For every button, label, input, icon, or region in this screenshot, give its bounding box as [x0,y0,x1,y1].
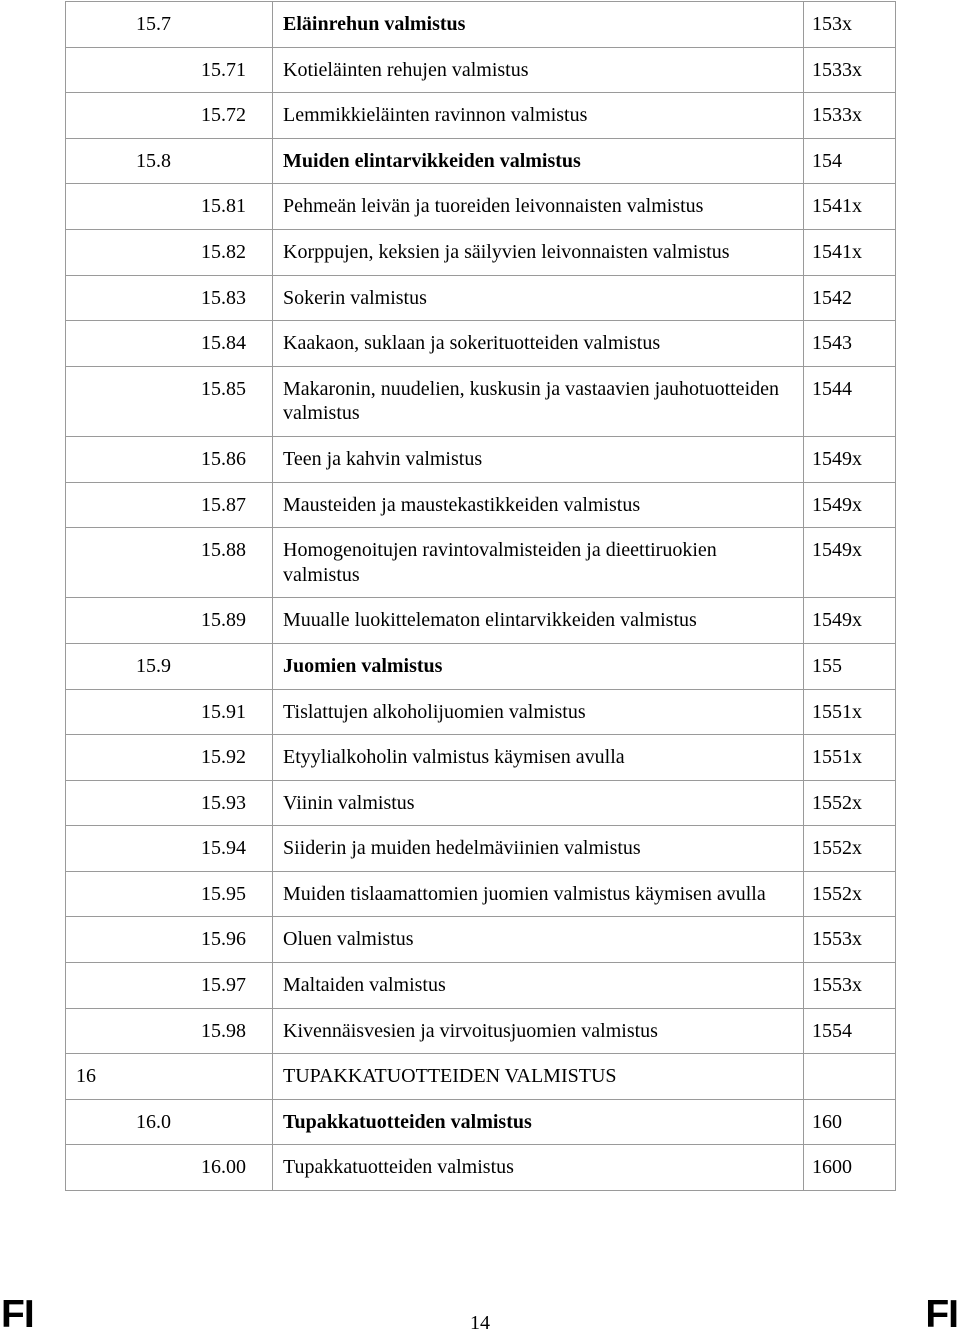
code-cell: 15.84 [66,321,273,367]
code-cell: 15.72 [66,93,273,139]
table-row [66,2,896,48]
description-cell: Muualle luokittelematon elintarvikkeiden valmistus [273,598,804,644]
description-cell: Tupakkatuotteiden valmistus [273,1145,804,1191]
table-row [66,689,896,735]
code-cell: 15.85 [66,366,273,436]
description-cell: Maltaiden valmistus [273,963,804,1009]
table-row [66,321,896,367]
code-cell: 15.98 [66,1008,273,1054]
description-cell: Siiderin ja muiden hedelmäviinien valmistus [273,826,804,872]
code-cell: 16 [66,1054,273,1100]
reference-cell: 1552x [804,826,896,872]
table-row [66,1008,896,1054]
code-cell: 16.0 [66,1099,273,1145]
classification-table [65,1,896,1191]
code-cell: 15.89 [66,598,273,644]
description-cell: Eläinrehun valmistus [273,2,804,48]
table-row [66,229,896,275]
description-cell: Homogenoitujen ravintovalmisteiden ja dieettiruokien valmistus [273,528,804,598]
description-cell: Etyylialkoholin valmistus käymisen avulla [273,735,804,781]
footer-language-code-right: FI [925,1293,958,1336]
description-cell: Juomien valmistus [273,643,804,689]
description-cell: Tupakkatuotteiden valmistus [273,1099,804,1145]
table-row [66,138,896,184]
reference-cell: 1544 [804,366,896,436]
table-row [66,1054,896,1100]
description-cell: Viinin valmistus [273,780,804,826]
code-cell: 15.83 [66,275,273,321]
code-cell: 15.71 [66,47,273,93]
code-cell: 15.86 [66,436,273,482]
reference-cell: 160 [804,1099,896,1145]
code-cell: 16.00 [66,1145,273,1191]
reference-cell: 1549x [804,598,896,644]
code-cell: 15.92 [66,735,273,781]
reference-cell: 155 [804,643,896,689]
description-cell: Tislattujen alkoholijuomien valmistus [273,689,804,735]
reference-cell: 1554 [804,1008,896,1054]
code-cell: 15.96 [66,917,273,963]
description-cell: Lemmikkieläinten ravinnon valmistus [273,93,804,139]
reference-cell: 1553x [804,963,896,1009]
table-row [66,366,896,436]
code-cell: 15.87 [66,482,273,528]
code-cell: 15.82 [66,229,273,275]
table-row [66,917,896,963]
reference-cell: 1553x [804,917,896,963]
description-cell: Kotieläinten rehujen valmistus [273,47,804,93]
description-cell: Sokerin valmistus [273,275,804,321]
table-row [66,1099,896,1145]
code-cell: 15.9 [66,643,273,689]
table-row [66,436,896,482]
code-cell: 15.7 [66,2,273,48]
reference-cell: 1542 [804,275,896,321]
reference-cell: 1549x [804,482,896,528]
reference-cell: 1541x [804,229,896,275]
reference-cell: 1551x [804,735,896,781]
reference-cell: 1600 [804,1145,896,1191]
reference-cell [804,1054,896,1100]
code-cell: 15.8 [66,138,273,184]
description-cell: Oluen valmistus [273,917,804,963]
reference-cell: 1552x [804,780,896,826]
reference-cell: 1533x [804,93,896,139]
table-row [66,1145,896,1191]
description-cell: Kivennäisvesien ja virvoitusjuomien valmistus [273,1008,804,1054]
description-cell: Muiden elintarvikkeiden valmistus [273,138,804,184]
table-row [66,598,896,644]
reference-cell: 1543 [804,321,896,367]
reference-cell: 1549x [804,528,896,598]
description-cell: Kaakaon, suklaan ja sokerituotteiden valmistus [273,321,804,367]
code-cell: 15.81 [66,184,273,230]
code-cell: 15.88 [66,528,273,598]
table-row [66,871,896,917]
table-row [66,93,896,139]
reference-cell: 1533x [804,47,896,93]
reference-cell: 153x [804,2,896,48]
table-row [66,528,896,598]
table-row [66,780,896,826]
table-row [66,963,896,1009]
description-cell: Pehmeän leivän ja tuoreiden leivonnaisten valmistus [273,184,804,230]
description-cell: TUPAKKATUOTTEIDEN VALMISTUS [273,1054,804,1100]
reference-cell: 1541x [804,184,896,230]
code-cell: 15.94 [66,826,273,872]
description-cell: Korppujen, keksien ja säilyvien leivonnaisten valmistus [273,229,804,275]
table-row [66,735,896,781]
page-number: 14 [470,1312,490,1334]
reference-cell: 1552x [804,871,896,917]
reference-cell: 1549x [804,436,896,482]
code-cell: 15.93 [66,780,273,826]
table-row [66,826,896,872]
footer-language-code-left: FI [1,1293,34,1336]
description-cell: Mausteiden ja maustekastikkeiden valmistus [273,482,804,528]
code-cell: 15.95 [66,871,273,917]
table-row [66,184,896,230]
table-row [66,643,896,689]
code-cell: 15.91 [66,689,273,735]
table-row [66,275,896,321]
description-cell: Muiden tislaamattomien juomien valmistus käymisen avulla [273,871,804,917]
table-row [66,482,896,528]
reference-cell: 1551x [804,689,896,735]
description-cell: Teen ja kahvin valmistus [273,436,804,482]
code-cell: 15.97 [66,963,273,1009]
reference-cell: 154 [804,138,896,184]
description-cell: Makaronin, nuudelien, kuskusin ja vastaavien jauhotuotteiden valmistus [273,366,804,436]
table-row [66,47,896,93]
